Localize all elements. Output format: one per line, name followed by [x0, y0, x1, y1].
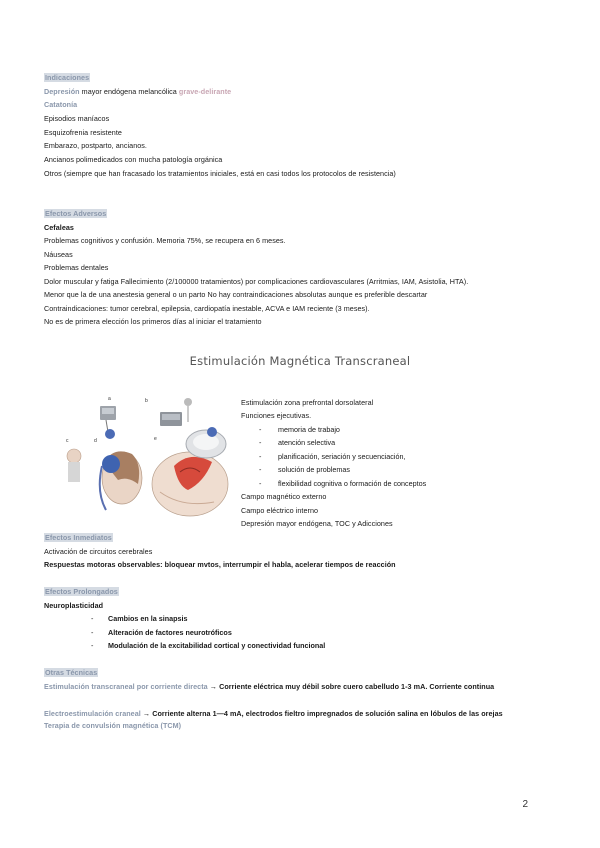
indicacion-item: Embarazo, postparto, ancianos. — [44, 141, 147, 150]
inmediato-item: Respuestas motoras observables: bloquear mvtos, interrumpir el habla, acelerar tiempos de reacción — [44, 560, 396, 569]
adverso-item: No es de primera elección los primeros días al iniciar el tratamiento — [44, 317, 262, 326]
tms-after: Campo eléctrico interno — [241, 506, 319, 515]
adverso-item: Contraindicaciones: tumor cerebral, epilepsia, cardiopatía inestable, ACVA e IAM reciente (3 meses). — [44, 304, 370, 313]
figure-label: c — [66, 438, 69, 444]
section-header-otras-tecnicas: Otras Técnicas — [45, 668, 98, 677]
tms-bullet: solución de problemas — [278, 465, 350, 474]
bullet-dash: - — [259, 425, 262, 434]
adverso-item: Problemas cognitivos y confusión. Memoria 75%, se recupera en 6 meses. — [44, 236, 286, 245]
page-number: 2 — [522, 799, 528, 810]
catatonia-line: Catatonía — [44, 100, 78, 109]
figure-label: b — [145, 398, 148, 404]
tcm-line: Terapia de convulsión magnética (TCM) — [44, 721, 182, 730]
bullet-dash: - — [259, 465, 262, 474]
adverso-item: Cefaleas — [44, 223, 74, 232]
prolongado-bullet: Alteración de factores neurotróficos — [108, 628, 232, 637]
indicacion-item: Ancianos polimedicados con mucha patología orgánica — [44, 155, 223, 164]
prolongado-bullet: Cambios en la sinapsis — [108, 614, 188, 623]
tms-bullet: atención selectiva — [278, 438, 336, 447]
adverso-item: Náuseas — [44, 250, 73, 259]
tms-bullet: flexibilidad cognitiva o formación de conceptos — [278, 479, 427, 488]
section-title-tms: Estimulación Magnética Transcraneal — [189, 354, 411, 368]
tms-line: Funciones ejecutivas. — [241, 411, 312, 420]
section-header-efectos-prolongados: Efectos Prolongados — [45, 587, 118, 596]
bullet-dash: - — [259, 452, 262, 461]
section-header-indicaciones: Indicaciones — [45, 73, 90, 82]
tms-illustration — [62, 392, 238, 518]
prolongado-bullet: Modulación de la excitabilidad cortical y conectividad funcional — [108, 641, 326, 650]
indicacion-item: Esquizofrenia resistente — [44, 128, 122, 137]
figure-label: d — [94, 438, 97, 444]
adverso-item: Problemas dentales — [44, 263, 109, 272]
bullet-dash: - — [259, 438, 262, 447]
adverso-item: Dolor muscular y fatiga Fallecimiento (2/100000 tratamientos) por complicaciones cardiovasculares (Arritmias, IAM, Asistolia, HTA). — [44, 277, 469, 286]
bullet-dash: - — [91, 641, 94, 650]
ces-line: Electroestimulación craneal → Corriente alterna 1—4 mA, electrodos fieltro impregnados de solución salina en lóbulos de las orejas — [44, 709, 503, 718]
tms-after: Depresión mayor endógena, TOC y Adicciones — [241, 519, 393, 528]
indicacion-item: Episodios maníacos — [44, 114, 110, 123]
bullet-dash: - — [259, 479, 262, 488]
tms-bullet: planificación, seriación y secuenciación, — [278, 452, 406, 461]
inmediato-item: Activación de circuitos cerebrales — [44, 547, 153, 556]
tms-after: Campo magnético externo — [241, 492, 327, 501]
bullet-dash: - — [91, 614, 94, 623]
figure-label: e — [154, 436, 157, 442]
bullet-dash: - — [91, 628, 94, 637]
figure-label: a — [108, 396, 111, 402]
tms-bullet: memoria de trabajo — [278, 425, 340, 434]
section-header-efectos-inmediatos: Efectos Inmediatos — [45, 533, 112, 542]
adverso-item: Menor que la de una anestesia general o un parto No hay contraindicaciones absolutas aunque es preferible descartar — [44, 290, 428, 299]
section-header-efectos-adversos: Efectos Adversos — [45, 209, 107, 218]
indicacion-item: Otros (siempre que han fracasado los tratamientos iniciales, está en casi todos los protocolos de resistencia) — [44, 169, 396, 178]
tdcs-line: Estimulación transcraneal por corriente directa → Corriente eléctrica muy débil sobre cuero cabelludo 1-3 mA. Corriente continua — [44, 682, 495, 691]
depresion-line: Depresión mayor endógena melancólica grave-delirante — [44, 87, 232, 96]
neuroplasticidad-line: Neuroplasticidad — [44, 601, 104, 610]
tms-line: Estimulación zona prefrontal dorsolateral — [241, 398, 374, 407]
